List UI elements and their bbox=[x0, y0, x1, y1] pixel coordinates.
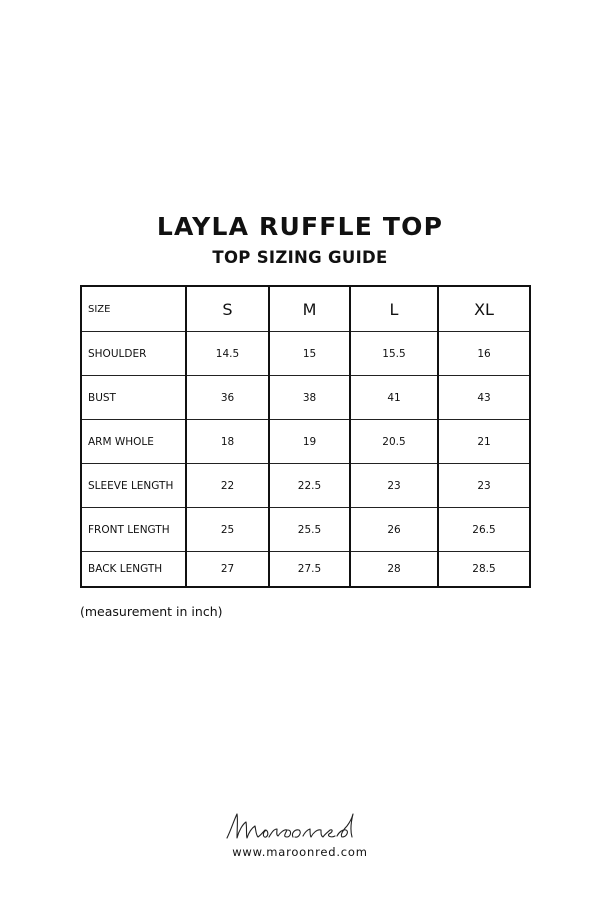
table-cell: 22 bbox=[186, 464, 269, 508]
page-subtitle: TOP SIZING GUIDE bbox=[212, 248, 388, 267]
row-label: BACK LENGTH bbox=[81, 552, 186, 588]
table-cell: 23 bbox=[350, 464, 438, 508]
table-cell: 25 bbox=[186, 508, 269, 552]
size-header-label: SIZE bbox=[81, 286, 186, 332]
row-label: ARM WHOLE bbox=[81, 420, 186, 464]
sizing-table bbox=[80, 285, 531, 588]
table-cell: 21 bbox=[438, 420, 530, 464]
table-cell: 43 bbox=[438, 376, 530, 420]
table-cell: 38 bbox=[269, 376, 350, 420]
website-url: www.maroonred.com bbox=[232, 845, 368, 859]
size-column-header: S bbox=[186, 286, 269, 332]
brand-logo bbox=[225, 808, 377, 846]
table-cell: 18 bbox=[186, 420, 269, 464]
table-header-row bbox=[81, 286, 530, 332]
table-row bbox=[81, 552, 530, 588]
table-cell: 23 bbox=[438, 464, 530, 508]
row-label: FRONT LENGTH bbox=[81, 508, 186, 552]
table-row bbox=[81, 376, 530, 420]
table-cell: 41 bbox=[350, 376, 438, 420]
table-cell: 25.5 bbox=[269, 508, 350, 552]
table-cell: 15 bbox=[269, 332, 350, 376]
table-cell: 15.5 bbox=[350, 332, 438, 376]
size-column-header: XL bbox=[438, 286, 530, 332]
size-column-header: L bbox=[350, 286, 438, 332]
table-row bbox=[81, 332, 530, 376]
table-row bbox=[81, 508, 530, 552]
table-cell: 28 bbox=[350, 552, 438, 588]
table-cell: 20.5 bbox=[350, 420, 438, 464]
page-title: LAYLA RUFFLE TOP bbox=[156, 212, 444, 241]
table-cell: 27.5 bbox=[269, 552, 350, 588]
table-cell: 22.5 bbox=[269, 464, 350, 508]
table-cell: 26 bbox=[350, 508, 438, 552]
table-cell: 19 bbox=[269, 420, 350, 464]
table-cell: 16 bbox=[438, 332, 530, 376]
table-cell: 27 bbox=[186, 552, 269, 588]
row-label: SLEEVE LENGTH bbox=[81, 464, 186, 508]
table-cell: 28.5 bbox=[438, 552, 530, 588]
size-column-header: M bbox=[269, 286, 350, 332]
table-cell: 36 bbox=[186, 376, 269, 420]
table-cell: 14.5 bbox=[186, 332, 269, 376]
measurement-note: (measurement in inch) bbox=[80, 604, 223, 619]
row-label: SHOULDER bbox=[81, 332, 186, 376]
table-cell: 26.5 bbox=[438, 508, 530, 552]
row-label: BUST bbox=[81, 376, 186, 420]
table-row bbox=[81, 420, 530, 464]
table-row bbox=[81, 464, 530, 508]
